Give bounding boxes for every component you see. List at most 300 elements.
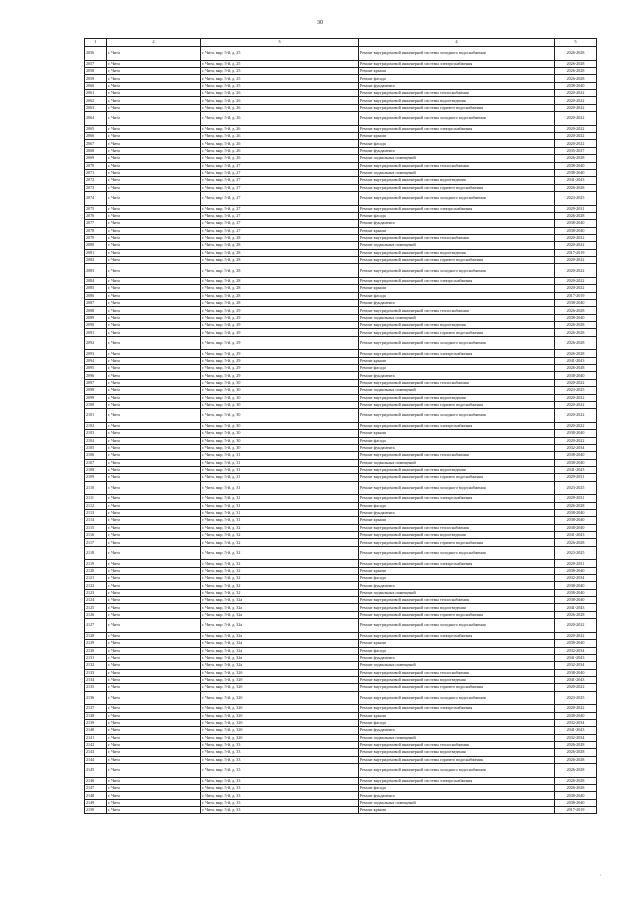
address-cell: г. Чита, мкр. 5-й, д. 26	[201, 125, 359, 132]
period-cell: 2038-2040	[555, 169, 597, 176]
period-cell: 2041-2043	[555, 357, 597, 364]
address-cell: г. Чита, мкр. 5-й, д. 27	[201, 220, 359, 227]
period-cell: 2026-2028	[555, 155, 597, 162]
work-type-cell: Ремонт фасада	[359, 575, 555, 582]
period-cell: 2038-2040	[555, 510, 597, 517]
work-type-cell: Ремонт внутридомовой инженерной системы водоотведения	[359, 394, 555, 401]
address-cell: г. Чита, мкр. 5-й, д. 29	[201, 322, 359, 329]
work-type-cell: Ремонт фасада	[359, 365, 555, 372]
table-row	[85, 691, 597, 705]
table-row	[85, 104, 597, 111]
period-cell: 2041-2043	[555, 604, 597, 611]
municipality-cell: г. Чита	[107, 285, 201, 292]
work-type-cell: Ремонт внутридомовой инженерной системы водоотведения	[359, 676, 555, 683]
address-cell: г. Чита, мкр. 5-й, д. 30	[201, 401, 359, 408]
municipality-cell: г. Чита	[107, 684, 201, 691]
row-number: 2070	[85, 162, 107, 169]
address-cell: г. Чита, мкр. 5-й, д. 27	[201, 184, 359, 191]
row-number: 2081	[85, 249, 107, 256]
row-number: 2084	[85, 278, 107, 285]
address-cell: г. Чита, мкр. 5-й, д. 28	[201, 300, 359, 307]
municipality-cell: г. Чита	[107, 169, 201, 176]
row-number: 2059	[85, 75, 107, 82]
period-cell: 2038-2040	[555, 82, 597, 89]
address-cell: г. Чита, мкр. 5-й, д. 32б	[201, 691, 359, 705]
municipality-cell: г. Чита	[107, 422, 201, 429]
work-type-cell: Ремонт внутридомовой инженерной системы горячего водоснабжения	[359, 329, 555, 336]
table-row	[85, 582, 597, 589]
municipality-cell: г. Чита	[107, 212, 201, 219]
table-row	[85, 82, 597, 89]
address-cell: г. Чита, мкр. 5-й, д. 29	[201, 336, 359, 350]
work-type-cell: Ремонт внутридомовой инженерной системы горячего водоснабжения	[359, 401, 555, 408]
row-number: 2140	[85, 727, 107, 734]
table-row	[85, 47, 597, 61]
row-number: 2128	[85, 632, 107, 639]
address-cell: г. Чита, мкр. 5-й, д. 27	[201, 169, 359, 176]
row-number: 2074	[85, 191, 107, 205]
municipality-cell: г. Чита	[107, 220, 201, 227]
table-row	[85, 264, 597, 278]
period-cell: 2038-2040	[555, 524, 597, 531]
row-number: 2146	[85, 777, 107, 784]
address-cell: г. Чита, мкр. 5-й, д. 33	[201, 785, 359, 792]
row-number: 2097	[85, 379, 107, 386]
row-number: 2142	[85, 742, 107, 749]
municipality-cell: г. Чита	[107, 409, 201, 423]
municipality-cell: г. Чита	[107, 90, 201, 97]
table-row	[85, 314, 597, 321]
address-cell: г. Чита, мкр. 5-й, д. 31	[201, 459, 359, 466]
address-cell: г. Чита, мкр. 5-й, д. 32б	[201, 669, 359, 676]
column-header: 4	[359, 39, 555, 47]
row-number: 2132	[85, 662, 107, 669]
period-cell: 2026-2028	[555, 212, 597, 219]
period-cell: 2026-2028	[555, 75, 597, 82]
work-type-cell: Ремонт крыши	[359, 227, 555, 234]
period-cell: 2020-2022	[555, 256, 597, 263]
municipality-cell: г. Чита	[107, 350, 201, 357]
work-type-cell: Ремонт внутридомовой инженерной системы холодного водоснабжения	[359, 481, 555, 495]
row-number: 2092	[85, 336, 107, 350]
work-type-cell: Ремонт подвальных помещений	[359, 662, 555, 669]
address-cell: г. Чита, мкр. 5-й, д. 33	[201, 777, 359, 784]
address-cell: г. Чита, мкр. 5-й, д. 27	[201, 162, 359, 169]
row-number: 2117	[85, 539, 107, 546]
municipality-cell: г. Чита	[107, 466, 201, 473]
table-row	[85, 394, 597, 401]
period-cell: 2038-2040	[555, 712, 597, 719]
table-row	[85, 799, 597, 806]
municipality-cell: г. Чита	[107, 524, 201, 531]
work-type-cell: Ремонт внутридомовой инженерной системы водоотведения	[359, 749, 555, 756]
period-cell: 2017-2019	[555, 249, 597, 256]
column-header: 3	[201, 39, 359, 47]
row-number: 2108	[85, 466, 107, 473]
municipality-cell: г. Чита	[107, 336, 201, 350]
work-type-cell: Ремонт внутридомовой инженерной системы горячего водоснабжения	[359, 474, 555, 481]
address-cell: г. Чита, мкр. 5-й, д. 32а	[201, 604, 359, 611]
row-number: 2145	[85, 764, 107, 778]
work-type-cell: Ремонт подвальных помещений	[359, 589, 555, 596]
table-row	[85, 654, 597, 661]
work-type-cell: Ремонт внутридомовой инженерной системы холодного водоснабжения	[359, 691, 555, 705]
row-number: 2136	[85, 691, 107, 705]
row-number: 2073	[85, 184, 107, 191]
address-cell: г. Чита, мкр. 5-й, д. 32б	[201, 712, 359, 719]
municipality-cell: г. Чита	[107, 184, 201, 191]
municipality-cell: г. Чита	[107, 234, 201, 241]
work-type-cell: Ремонт внутридомовой инженерной системы электроснабжения	[359, 350, 555, 357]
municipality-cell: г. Чита	[107, 589, 201, 596]
work-type-cell: Ремонт внутридомовой инженерной системы электроснабжения	[359, 60, 555, 67]
table-row	[85, 68, 597, 75]
address-cell: г. Чита, мкр. 5-й, д. 27	[201, 177, 359, 184]
period-cell: 2038-2040	[555, 452, 597, 459]
row-number: 2064	[85, 112, 107, 126]
row-number: 2085	[85, 285, 107, 292]
table-row	[85, 329, 597, 336]
table-row	[85, 437, 597, 444]
period-cell: 2020-2022	[555, 97, 597, 104]
header-row	[85, 39, 597, 47]
work-type-cell: Ремонт фундамента	[359, 510, 555, 517]
address-cell: г. Чита, мкр. 5-й, д. 32	[201, 539, 359, 546]
municipality-cell: г. Чита	[107, 133, 201, 140]
period-cell: 2041-2043	[555, 466, 597, 473]
table-row	[85, 90, 597, 97]
municipality-cell: г. Чита	[107, 365, 201, 372]
row-number: 2060	[85, 82, 107, 89]
period-cell: 2020-2022	[555, 437, 597, 444]
row-number: 2149	[85, 799, 107, 806]
municipality-cell: г. Чита	[107, 764, 201, 778]
table-row	[85, 712, 597, 719]
address-cell: г. Чита, мкр. 5-й, д. 28	[201, 242, 359, 249]
work-type-cell: Ремонт внутридомовой инженерной системы электроснабжения	[359, 278, 555, 285]
municipality-cell: г. Чита	[107, 719, 201, 726]
row-number: 2086	[85, 292, 107, 299]
address-cell: г. Чита, мкр. 5-й, д. 32	[201, 567, 359, 574]
municipality-cell: г. Чита	[107, 539, 201, 546]
row-number: 2118	[85, 546, 107, 560]
work-type-cell: Ремонт фундамента	[359, 372, 555, 379]
address-cell: г. Чита, мкр. 5-й, д. 31	[201, 502, 359, 509]
address-cell: г. Чита, мкр. 5-й, д. 29	[201, 307, 359, 314]
table-row	[85, 430, 597, 437]
work-type-cell: Ремонт внутридомовой инженерной системы электроснабжения	[359, 777, 555, 784]
municipality-cell: г. Чита	[107, 300, 201, 307]
period-cell: 2038-2040	[555, 372, 597, 379]
table-row	[85, 205, 597, 212]
work-type-cell: Ремонт внутридомовой инженерной системы электроснабжения	[359, 705, 555, 712]
work-type-cell: Ремонт внутридомовой инженерной системы водоотведения	[359, 532, 555, 539]
row-number: 2135	[85, 684, 107, 691]
municipality-cell: г. Чита	[107, 749, 201, 756]
work-type-cell: Ремонт фасада	[359, 647, 555, 654]
period-cell: 2026-2028	[555, 350, 597, 357]
period-cell: 2038-2040	[555, 314, 597, 321]
period-cell: 2041-2043	[555, 676, 597, 683]
address-cell: г. Чита, мкр. 5-й, д. 25	[201, 82, 359, 89]
period-cell: 2038-2040	[555, 300, 597, 307]
address-cell: г. Чита, мкр. 5-й, д. 31	[201, 517, 359, 524]
address-cell: г. Чита, мкр. 5-й, д. 30	[201, 422, 359, 429]
table-row	[85, 532, 597, 539]
row-number: 2131	[85, 654, 107, 661]
register-table	[84, 38, 597, 814]
municipality-cell: г. Чита	[107, 112, 201, 126]
row-number: 2075	[85, 205, 107, 212]
municipality-cell: г. Чита	[107, 495, 201, 502]
work-type-cell: Ремонт фундамента	[359, 147, 555, 154]
table-row	[85, 597, 597, 604]
work-type-cell: Ремонт фундамента	[359, 220, 555, 227]
address-cell: г. Чита, мкр. 5-й, д. 33	[201, 807, 359, 814]
work-type-cell: Ремонт внутридомовой инженерной системы теплоснабжения	[359, 162, 555, 169]
address-cell: г. Чита, мкр. 5-й, д. 31	[201, 466, 359, 473]
municipality-cell: г. Чита	[107, 104, 201, 111]
table-row	[85, 742, 597, 749]
municipality-cell: г. Чита	[107, 82, 201, 89]
municipality-cell: г. Чита	[107, 372, 201, 379]
address-cell: г. Чита, мкр. 5-й, д. 28	[201, 278, 359, 285]
work-type-cell: Ремонт внутридомовой инженерной системы теплоснабжения	[359, 307, 555, 314]
municipality-cell: г. Чита	[107, 379, 201, 386]
work-type-cell: Ремонт крыши	[359, 807, 555, 814]
work-type-cell: Ремонт внутридомовой инженерной системы холодного водоснабжения	[359, 409, 555, 423]
work-type-cell: Ремонт внутридомовой инженерной системы горячего водоснабжения	[359, 539, 555, 546]
table-row	[85, 256, 597, 263]
municipality-cell: г. Чита	[107, 125, 201, 132]
period-cell: 2032-2034	[555, 444, 597, 451]
work-type-cell: Ремонт внутридомовой инженерной системы водоотведения	[359, 97, 555, 104]
municipality-cell: г. Чита	[107, 437, 201, 444]
table-row	[85, 807, 597, 814]
period-cell: 2020-2022	[555, 140, 597, 147]
row-number: 2103	[85, 430, 107, 437]
municipality-cell: г. Чита	[107, 619, 201, 633]
work-type-cell: Ремонт фасада	[359, 292, 555, 299]
row-number: 2111	[85, 495, 107, 502]
row-number: 2091	[85, 329, 107, 336]
table-row	[85, 640, 597, 647]
table-row	[85, 125, 597, 132]
row-number: 2130	[85, 647, 107, 654]
municipality-cell: г. Чита	[107, 502, 201, 509]
row-number: 2150	[85, 807, 107, 814]
municipality-cell: г. Чита	[107, 654, 201, 661]
row-number: 2138	[85, 712, 107, 719]
address-cell: г. Чита, мкр. 5-й, д. 33	[201, 756, 359, 763]
period-cell: 2038-2040	[555, 220, 597, 227]
table-row	[85, 619, 597, 633]
period-cell: 2020-2022	[555, 264, 597, 278]
table-row	[85, 785, 597, 792]
table-row	[85, 379, 597, 386]
work-type-cell: Ремонт внутридомовой инженерной системы холодного водоснабжения	[359, 47, 555, 61]
period-cell: 2017-2019	[555, 807, 597, 814]
table-row	[85, 727, 597, 734]
table-row	[85, 357, 597, 364]
address-cell: г. Чита, мкр. 5-й, д. 25	[201, 60, 359, 67]
period-cell: 2026-2028	[555, 60, 597, 67]
address-cell: г. Чита, мкр. 5-й, д. 33	[201, 799, 359, 806]
work-type-cell: Ремонт подвальных помещений	[359, 734, 555, 741]
table-row	[85, 777, 597, 784]
municipality-cell: г. Чита	[107, 662, 201, 669]
municipality-cell: г. Чита	[107, 742, 201, 749]
period-cell: 2026-2028	[555, 764, 597, 778]
table-row	[85, 60, 597, 67]
address-cell: г. Чита, мкр. 5-й, д. 30	[201, 387, 359, 394]
municipality-cell: г. Чита	[107, 532, 201, 539]
table-row	[85, 147, 597, 154]
period-cell: 2032-2034	[555, 662, 597, 669]
address-cell: г. Чита, мкр. 5-й, д. 29	[201, 329, 359, 336]
address-cell: г. Чита, мкр. 5-й, д. 26	[201, 112, 359, 126]
period-cell: 2020-2022	[555, 632, 597, 639]
work-type-cell: Ремонт крыши	[359, 285, 555, 292]
row-number: 2116	[85, 532, 107, 539]
work-type-cell: Ремонт фасада	[359, 437, 555, 444]
period-cell: 2041-2043	[555, 177, 597, 184]
address-cell: г. Чита, мкр. 5-й, д. 28	[201, 256, 359, 263]
address-cell: г. Чита, мкр. 5-й, д. 28	[201, 234, 359, 241]
period-cell: 2020-2022	[555, 104, 597, 111]
municipality-cell: г. Чита	[107, 387, 201, 394]
work-type-cell: Ремонт подвальных помещений	[359, 459, 555, 466]
municipality-cell: г. Чита	[107, 604, 201, 611]
address-cell: г. Чита, мкр. 5-й, д. 28	[201, 264, 359, 278]
period-cell: 2020-2022	[555, 401, 597, 408]
period-cell: 2038-2040	[555, 799, 597, 806]
address-cell: г. Чита, мкр. 5-й, д. 26	[201, 97, 359, 104]
municipality-cell: г. Чита	[107, 807, 201, 814]
table-row	[85, 242, 597, 249]
address-cell: г. Чита, мкр. 5-й, д. 29	[201, 350, 359, 357]
row-number: 2089	[85, 314, 107, 321]
period-cell: 2038-2040	[555, 430, 597, 437]
work-type-cell: Ремонт подвальных помещений	[359, 799, 555, 806]
work-type-cell: Ремонт внутридомовой инженерной системы электроснабжения	[359, 205, 555, 212]
work-type-cell: Ремонт крыши	[359, 430, 555, 437]
row-number: 2077	[85, 220, 107, 227]
address-cell: г. Чита, мкр. 5-й, д. 32а	[201, 632, 359, 639]
work-type-cell: Ремонт фундамента	[359, 444, 555, 451]
table-row	[85, 112, 597, 126]
period-cell: 2020-2022	[555, 409, 597, 423]
period-cell: 2026-2028	[555, 756, 597, 763]
municipality-cell: г. Чита	[107, 162, 201, 169]
period-cell: 2038-2040	[555, 792, 597, 799]
address-cell: г. Чита, мкр. 5-й, д. 32	[201, 546, 359, 560]
row-number: 2072	[85, 177, 107, 184]
table-row	[85, 764, 597, 778]
period-cell: 2026-2028	[555, 307, 597, 314]
work-type-cell: Ремонт фасада	[359, 785, 555, 792]
municipality-cell: г. Чита	[107, 242, 201, 249]
table-row	[85, 669, 597, 676]
work-type-cell: Ремонт подвальных помещений	[359, 314, 555, 321]
address-cell: г. Чита, мкр. 5-й, д. 33	[201, 742, 359, 749]
municipality-cell: г. Чита	[107, 560, 201, 567]
municipality-cell: г. Чита	[107, 705, 201, 712]
municipality-cell: г. Чита	[107, 278, 201, 285]
work-type-cell: Ремонт фундамента	[359, 82, 555, 89]
work-type-cell: Ремонт внутридомовой инженерной системы горячего водоснабжения	[359, 184, 555, 191]
work-type-cell: Ремонт внутридомовой инженерной системы холодного водоснабжения	[359, 336, 555, 350]
work-type-cell: Ремонт внутридомовой инженерной системы теплоснабжения	[359, 452, 555, 459]
table-row	[85, 662, 597, 669]
table-row	[85, 169, 597, 176]
work-type-cell: Ремонт фасада	[359, 502, 555, 509]
work-type-cell: Ремонт внутридомовой инженерной системы холодного водоснабжения	[359, 264, 555, 278]
address-cell: г. Чита, мкр. 5-й, д. 30	[201, 444, 359, 451]
row-number: 2119	[85, 560, 107, 567]
work-type-cell: Ремонт фундамента	[359, 792, 555, 799]
municipality-cell: г. Чита	[107, 734, 201, 741]
table-row	[85, 184, 597, 191]
work-type-cell: Ремонт внутридомовой инженерной системы электроснабжения	[359, 125, 555, 132]
work-type-cell: Ремонт фасада	[359, 212, 555, 219]
period-cell: 2020-2022	[555, 234, 597, 241]
period-cell: 2020-2022	[555, 125, 597, 132]
work-type-cell: Ремонт внутридомовой инженерной системы горячего водоснабжения	[359, 104, 555, 111]
municipality-cell: г. Чита	[107, 640, 201, 647]
work-type-cell: Ремонт подвальных помещений	[359, 155, 555, 162]
row-number: 2099	[85, 394, 107, 401]
work-type-cell: Ремонт внутридомовой инженерной системы теплоснабжения	[359, 669, 555, 676]
address-cell: г. Чита, мкр. 5-й, д. 29	[201, 357, 359, 364]
work-type-cell: Ремонт фасада	[359, 719, 555, 726]
period-cell: 2038-2040	[555, 567, 597, 574]
row-number: 2094	[85, 357, 107, 364]
period-cell: 2029-2031	[555, 474, 597, 481]
municipality-cell: г. Чита	[107, 777, 201, 784]
row-number: 2123	[85, 589, 107, 596]
municipality-cell: г. Чита	[107, 140, 201, 147]
work-type-cell: Ремонт внутридомовой инженерной системы водоотведения	[359, 249, 555, 256]
address-cell: г. Чита, мкр. 5-й, д. 32а	[201, 640, 359, 647]
period-cell: 2023-2025	[555, 481, 597, 495]
table-row	[85, 539, 597, 546]
address-cell: г. Чита, мкр. 5-й, д. 28	[201, 292, 359, 299]
table-row	[85, 647, 597, 654]
row-number: 2100	[85, 401, 107, 408]
municipality-cell: г. Чита	[107, 676, 201, 683]
address-cell: г. Чита, мкр. 5-й, д. 32б	[201, 727, 359, 734]
table-row	[85, 177, 597, 184]
work-type-cell: Ремонт внутридомовой инженерной системы водоотведения	[359, 322, 555, 329]
period-cell: 2023-2025	[555, 691, 597, 705]
address-cell: г. Чита, мкр. 5-й, д. 32б	[201, 705, 359, 712]
work-type-cell: Ремонт внутридомовой инженерной системы водоотведения	[359, 466, 555, 473]
table-row	[85, 285, 597, 292]
municipality-cell: г. Чита	[107, 597, 201, 604]
period-cell: 2026-2028	[555, 749, 597, 756]
row-number: 2124	[85, 597, 107, 604]
municipality-cell: г. Чита	[107, 567, 201, 574]
row-number: 2110	[85, 481, 107, 495]
row-number: 2148	[85, 792, 107, 799]
row-number: 2129	[85, 640, 107, 647]
table-row	[85, 589, 597, 596]
row-number: 2058	[85, 68, 107, 75]
work-type-cell: Ремонт подвальных помещений	[359, 387, 555, 394]
work-type-cell: Ремонт внутридомовой инженерной системы теплоснабжения	[359, 742, 555, 749]
period-cell: 2032-2034	[555, 647, 597, 654]
